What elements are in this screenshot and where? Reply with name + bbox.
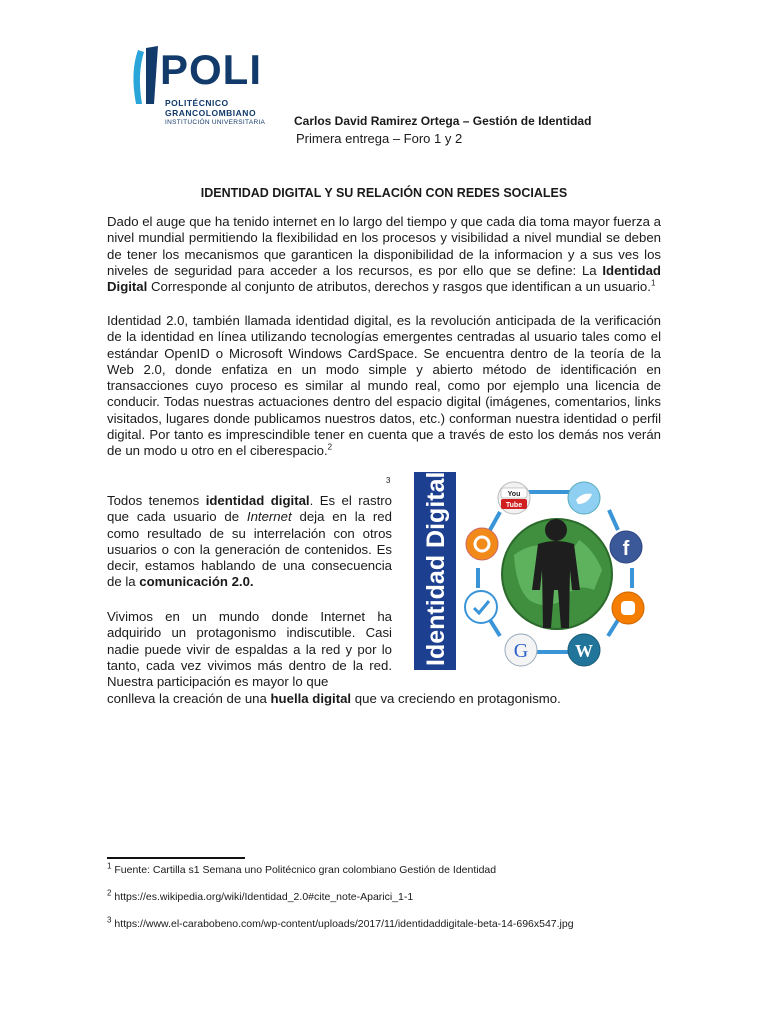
paragraph-4 xyxy=(107,609,392,690)
p4-tail-a: conlleva la creación de una xyxy=(107,691,271,706)
footnote-1 xyxy=(107,861,497,876)
footnote-3-link[interactable]: https://www.el-carabobeno.com/wp-content/uploads/2017/11/identidaddigitale-beta-14-696x547.jpg xyxy=(114,918,574,930)
svg-text:You: You xyxy=(507,491,521,498)
author-line: Carlos David Ramirez Ortega – Gestión de Identidad xyxy=(294,114,592,128)
figure-banner-text: Identidad Digital xyxy=(422,471,450,666)
footnote-1-number: 1 xyxy=(107,861,112,871)
p1-text-a: Dado el auge que ha tenido internet en lo largo del tiempo y que cada dia toma mayor fuerza a nivel mundial permitiendo la flexibilidad en los procesos y visibilidad a nivel mundial se deben de tener los mecanismos que garanticen la disponibilidad de la informacion y a sus ves los niveles de seguridad para acceder a los recursos, es por ello que se define: La xyxy=(107,214,661,278)
footnote-ref-2[interactable]: 2 xyxy=(327,442,333,452)
svg-text:G: G xyxy=(513,640,529,662)
google-icon xyxy=(505,634,537,666)
svg-text:f: f xyxy=(622,538,630,560)
p3-text-c: deja en la red como resultado de su interrelación con otros usuarios o con la generación de contenidos. Es decir, estamos hablando de una consecuencia de la xyxy=(107,509,392,590)
twitter-icon xyxy=(568,482,600,514)
subtitle-line: Primera entrega – Foro 1 y 2 xyxy=(296,131,463,146)
footnote-2 xyxy=(107,888,414,903)
paragraph-2 xyxy=(107,313,661,460)
p3-bold-2: comunicación 2.0. xyxy=(139,574,254,590)
logo-line-2: GRANCOLOMBIANO xyxy=(165,108,257,118)
p3-italic: Internet xyxy=(246,509,292,525)
community-icon xyxy=(466,528,498,560)
p3-bold-1: identidad digital xyxy=(205,493,310,508)
footnote-1-text: Fuente: Cartilla s1 Semana uno Politécnico gran colombiano Gestión de Identidad xyxy=(114,864,497,876)
p3-text-a: Todos tenemos xyxy=(107,493,206,508)
p1-text-b: Corresponde al conjunto de atributos, derechos y rasgos que identifican a un usuario. xyxy=(147,279,651,295)
svg-text:Tube: Tube xyxy=(505,502,523,509)
blogger-icon xyxy=(612,592,644,624)
logo-wordmark: POLI xyxy=(160,46,263,93)
svg-text:W: W xyxy=(575,641,593,661)
p4-bold: huella digital xyxy=(270,691,352,706)
facebook-icon xyxy=(610,531,642,563)
footnote-3 xyxy=(107,915,574,930)
wordpress-icon xyxy=(568,634,600,666)
document-title: IDENTIDAD DIGITAL Y SU RELACIÓN CON REDES SOCIALES xyxy=(200,186,568,200)
footnote-ref-3[interactable]: 3 xyxy=(386,476,391,485)
p4-tail-b: que va creciendo en protagonismo. xyxy=(351,691,561,706)
footnote-3-number: 3 xyxy=(107,915,112,925)
footnote-ref-1[interactable]: 1 xyxy=(650,278,656,288)
logo-line-1: POLITÉCNICO xyxy=(165,98,229,108)
paragraph-3 xyxy=(107,493,392,591)
footnote-separator xyxy=(107,857,245,859)
identidad-digital-figure xyxy=(404,470,656,674)
logo-line-3: INSTITUCIÓN UNIVERSITARIA xyxy=(165,119,266,126)
delicious-icon xyxy=(465,591,497,623)
footnote-2-number: 2 xyxy=(107,888,112,898)
paragraph-1 xyxy=(107,214,661,295)
youtube-icon xyxy=(498,482,530,514)
p4-text: Vivimos en un mundo donde Internet ha adquirido un protagonismo indiscutible. Casi nadie puede vivir de espaldas a la red y por lo tanto, cada vez vivimos más dentro de la red. Nuestra participación es mayor lo que xyxy=(107,609,392,690)
footnote-2-link[interactable]: https://es.wikipedia.org/wiki/Identidad_2.0#cite_note-Aparici_1-1 xyxy=(114,891,414,903)
p1-bold-term: Identidad Digital xyxy=(107,262,661,295)
p2-text: Identidad 2.0, también llamada identidad digital, es la revolución anticipada de la verificación de la identidad en línea utilizando tecnologías emergentes centradas al usuario tales como el estándar OpenID o Microsoft Windows CardSpace. Se encuentra dentro de la teoría de la Web 2.0, donde enfatiza en un modo simple y abierto método de identificación en transacciones cuyo proceso es similar al mundo real, como por ejemplo una licencia de conducir. Todas nuestras actuaciones dentro del espacio digital (imágenes, comentarios, links visitados, lugares donde publicamos nuestros datos, etc.) conforman nuestra identidad o perfil digital. Por tanto es imprescindible tener en cuenta que a través de esto los demás nos verán de un modo u otro en el ciberespacio. xyxy=(107,313,661,459)
p3-text-b: . Es el rastro que cada usuario de xyxy=(107,493,392,525)
paragraph-4-tail xyxy=(107,691,561,707)
